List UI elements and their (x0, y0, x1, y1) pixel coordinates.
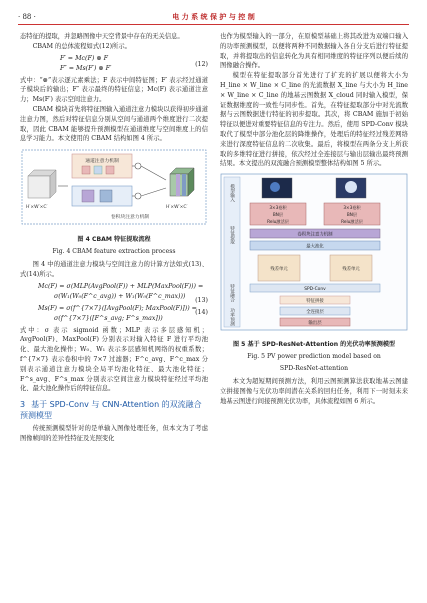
fc-label: 全连接层 (306, 310, 324, 316)
figure-4-caption-en: Fig. 4 CBAM feature extraction process (52, 247, 176, 255)
equation-line: F″ = Ms(F′) ⊗ F′ (60, 64, 112, 72)
equation-number: (12) (195, 60, 208, 68)
bn-label: BN层 (346, 212, 358, 218)
output-dim-label: H′×W′×C′ (166, 205, 188, 211)
residual-label: 残差单元 (342, 267, 360, 273)
equation-line: σ(W₁(W₀(F^c_avg)) + W₁(W₀(F^c_max))) (54, 292, 186, 300)
equation-12 (20, 54, 208, 74)
equation-line: Mc(F) = σ(MLP(AvgPool(F)) + MLP(MaxPool(F))) = (38, 282, 204, 290)
section-heading-3 (20, 399, 208, 421)
side-label-extract: 特征提取 (229, 225, 235, 245)
side-label-predict: 功率预测 (229, 307, 235, 327)
journal-title: 电 力 系 统 保 护 与 控 制 (172, 12, 255, 21)
equation-number: (14) (195, 308, 208, 316)
paragraph: 式中：“⊗”表示逐元素乘法；F 表示中间特征图；F′ 表示经过通道子模块后的输出；F″ 表示最终的特征信息；Mc(F) 表示通道注意力；Ms(F′) 表示空间注意力。 (20, 76, 208, 104)
paragraph: 本文为超短期间预测方法，利用云图预测算法获取地基云图建立拼接图像与光伏功率间潜在关系的回归任务，利用下一时刻未来地基云图进行间接预测光伏功率，具体流程如图 6 所示。 (220, 377, 408, 405)
cbam-label: 卷积块注意力机制 (110, 215, 150, 221)
maxpool-label: 最大池化 (306, 244, 324, 250)
figure-5-caption-en-2: SPD-ResNet-attention (279, 364, 349, 372)
figure-5-model (220, 173, 408, 331)
section-number: 3 (20, 400, 26, 410)
equation-line: σ(f^{7×7}([F^s_avg; F^s_max])) (54, 314, 163, 322)
equation-13 (20, 282, 208, 302)
relu-label: Relu激活层 (267, 219, 289, 225)
side-label-fusion: 特征融合 (229, 283, 235, 303)
paragraph: 模型在特征提取部分首先进行了扩充的扩展以便将大小为 H_line × W_line × C_line 的光流数据 X_line 与大小为 H_line × W_line × C_line 的地基云图数据 X_cloud 同时输入模型，保证数据维度的一致性与同步性。首先，在特征提取部分中对光流数据与云图数据进行特征的初步提取。其次，将 CBAM 施加于初始特征以便进对重要特征信息的专注力。然后，使用 SPD-Conv 模块取代了模型中部分池化层的降维操作，处理后的特征经过残差网络来进行深度特征信息的二次收集。最后，将模型在两条分支上所获取的多维特征进行拼接，依次经过全连接层与输出层输出最终预测结果。本文提出的双流融合预测模型整体结构如图 5 所示。 (220, 72, 408, 168)
channel-attention-label: 通道注意力机制 (85, 159, 119, 165)
paragraph: 也作为模型输入的一部分，在原模型基础上将其改进为双端口输入的功率预测模型，以便将两种不同数据输入各自分支后进行特征提取，并将提取出的信息转化为具有相同维度的特征序列以便后续的图像融合操作。 (220, 33, 408, 70)
paragraph: CBAM 模块首先将特征图输入通道注意力模块以获得初步通道注意力图，然后对特征信息分别从空间与通道两个维度进行二次提取，因此 CBAM 能够提升预测模型在通道维度与空间维度上的信息学习能力。本文使用的 CBAM 结构如图 4 所示。 (20, 105, 208, 143)
side-label-input: 模型输入 (229, 183, 235, 203)
output-label: 输出层 (308, 321, 322, 327)
paragraph: 态特征的提取，并忽略图像中天空背景中存在的无关信息。 (20, 33, 184, 40)
relu-label: Relu激活层 (341, 219, 363, 225)
spd-conv-label: SPD-Conv (304, 287, 326, 293)
output-feature-cube (170, 168, 194, 196)
branch-right (324, 203, 380, 225)
left-column (20, 32, 208, 444)
paragraph: 传统预测模型针对的是单输入图像处理任务，但本文为了考虑图像帧间的差异性特征及光照变化 (20, 425, 208, 442)
input-feature-cube (28, 170, 56, 198)
figure-4-caption-cn: 图 4 CBAM 特征提取流程 (77, 235, 151, 243)
residual-label: 残差单元 (270, 267, 288, 273)
equation-14 (20, 304, 208, 324)
conv-label: 3×3卷积 (343, 205, 361, 211)
bn-label: BN层 (272, 212, 284, 218)
figure-5-caption-cn: 图 5 基于 SPD-ResNet-Attention 的光伏功率预测模型 (232, 340, 396, 348)
paragraph: 式中：σ 表示 sigmoid 函数；MLP 表示多层感知机；AvgPool(F)、MaxPool(F) 分别表示对输入特征 F 进行平均池化、最大池化操作；W₀、W₁ 表示多层感知机网络的权重系数；f^{7×7} 表示卷积中的 7×7 过滤器；F^c_avg、F^c_max 分别表示通道注意力模块全局平均池化特征、最大池化特征；F^s_avg、F^s_max 分别表示空间注意力模块特征经过平均池化、最大池化操作后的特征信息。 (20, 326, 208, 393)
figure-4-cbam (20, 148, 208, 226)
right-column (220, 32, 408, 406)
figure-5-caption-en-1: Fig. 5 PV power prediction model based on (247, 352, 381, 360)
page-number: · 88 · (18, 13, 36, 21)
section-title: 基于 SPD-Conv 与 CNN-Attention 的双流融合预测模型 (20, 400, 202, 421)
branch-left (250, 203, 306, 225)
paragraph: CBAM 的总体流程如式(12)所示。 (32, 42, 131, 50)
equation-line: Ms(F) = σ(f^{7×7}([AvgPool(F); MaxPool(F)])) = (38, 304, 197, 312)
cbam-block-label: 卷积块注意力机制 (297, 232, 333, 238)
concat-label: 特征拼接 (306, 299, 324, 305)
paragraph: 图 4 中的通道注意力模块与空间注意力的计算方法如式(13)、式(14)所示。 (20, 260, 208, 278)
input-dim-label: H′×W′×C′ (26, 205, 48, 211)
conv-label: 3×3卷积 (269, 205, 287, 211)
equation-number: (13) (195, 296, 208, 304)
running-header (18, 10, 409, 25)
equation-line: F′ = Mc(F) ⊗ F (60, 54, 108, 62)
